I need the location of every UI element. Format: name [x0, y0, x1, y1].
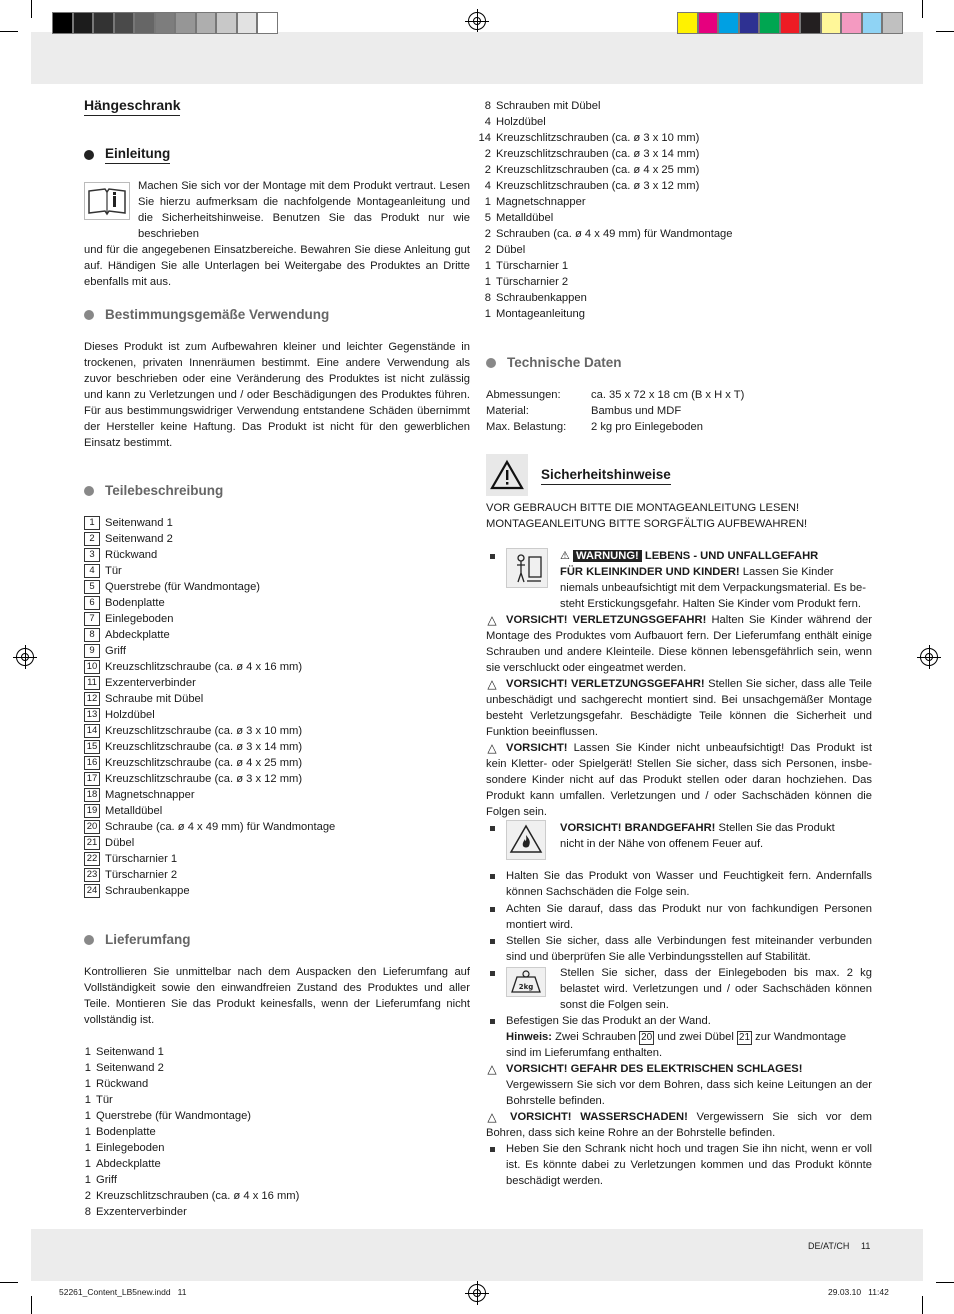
- grayscale-swatches: [52, 12, 278, 34]
- info-book-icon: [84, 182, 130, 220]
- part-item: [84, 739, 470, 755]
- part-label: Dübel: [105, 837, 135, 849]
- scope-item: [69, 1092, 455, 1108]
- part-item: [84, 883, 470, 899]
- scope-qty: 1: [84, 1046, 91, 1058]
- part-number-box: 20: [84, 820, 100, 834]
- square-bullet-icon: [486, 965, 498, 981]
- scope-qty: 1: [84, 1062, 91, 1074]
- safety-caps-2: MONTAGEANLEITUNG BITTE SORGFÄLTIG AUFBEWAHREN!: [486, 518, 808, 530]
- max-load-icon: [506, 967, 546, 997]
- scope-label: Rückwand: [96, 1078, 149, 1090]
- part-label: Metalldübel: [105, 805, 163, 817]
- part-item: [84, 803, 470, 819]
- part-number-box: 14: [84, 724, 100, 738]
- color-swatch: [93, 12, 114, 34]
- part-item: [84, 563, 470, 579]
- crop-mark: [922, 0, 923, 18]
- crop-mark: [936, 31, 954, 32]
- scope-item: [469, 146, 855, 162]
- scope-label: Bodenplatte: [96, 1126, 156, 1138]
- part-item: [84, 547, 470, 563]
- tech-value: 2 kg pro Einlegeboden: [591, 421, 703, 433]
- child-warning-icon: [506, 548, 548, 588]
- scope-item: [469, 274, 855, 290]
- square-bullet-icon: [486, 1013, 498, 1029]
- part-label: Schraube mit Dübel: [105, 693, 204, 705]
- bullet-connections: Stellen Sie sicher, dass alle Verbindungen fest miteinander verbunden sind und überprüfen Sie alle Verbindungsstellen auf Stabilität.: [506, 935, 872, 963]
- section-heading-use: Bestimmungsgemäße Verwendung: [84, 306, 470, 324]
- part-number-box: 23: [84, 868, 100, 882]
- scope-item: [469, 258, 855, 274]
- scope-label: Holzdübel: [496, 116, 546, 128]
- registration-mark-icon: [16, 648, 34, 666]
- color-swatch: [175, 12, 196, 34]
- part-number-box: 9: [84, 644, 100, 658]
- part-item: [84, 659, 470, 675]
- scope-list-cont: [469, 98, 855, 322]
- color-swatch: [759, 12, 780, 34]
- part-number-box: 8: [84, 628, 100, 642]
- part-number-box: 18: [84, 788, 100, 802]
- scope-item: [469, 98, 855, 114]
- intro-text: Machen Sie sich vor der Montage mit dem Produkt vertraut. Lesen Sie hierzu aufmerksam die nachfolgende Montageanleitung und die Sicherheitshinweise. Benutzen Sie das Produkt nur wie beschrieben: [138, 180, 470, 240]
- footer-page-number: 11: [861, 1241, 871, 1251]
- part-item: [84, 723, 470, 739]
- caution-triangle-icon: △: [487, 741, 497, 755]
- scope-label: Kreuzschlitzschrauben (ca. ø 3 x 14 mm): [496, 148, 700, 160]
- scope-label: Metalldübel: [496, 212, 554, 224]
- square-bullet-icon: [486, 1141, 498, 1157]
- part-item: [84, 867, 470, 883]
- tech-value: ca. 35 x 72 x 18 cm (B x H x T): [591, 389, 745, 401]
- bullet-icon: [486, 358, 496, 368]
- part-label: Einlegeboden: [105, 613, 174, 625]
- part-label: Kreuzschlitzschraube (ca. ø 3 x 14 mm): [105, 741, 303, 753]
- safety-caps-1: VOR GEBRAUCH BITTE DIE MONTAGEANLEITUNG LESEN!: [486, 502, 800, 514]
- warning-injury-2: VORSICHT! VERLETZUNGSGEFAHR! Stellen Sie sicher, dass alle Teile unbeschädigt und sachgerecht montiert sind. Bei unsachgemäßer Montage besteht Verletzungsgefahr. Beschädigte Teile können die Sicherheit und Funktion beeinflussen.: [486, 678, 872, 738]
- part-item: [84, 851, 470, 867]
- scope-label: Kreuzschlitzschrauben (ca. ø 4 x 16 mm): [96, 1190, 300, 1202]
- part-ref-box: 20: [641, 1032, 653, 1043]
- scope-label: Einlegeboden: [96, 1142, 165, 1154]
- fire-warning-icon: [506, 820, 546, 860]
- scope-item: [469, 306, 855, 322]
- part-label: Magnetschnapper: [105, 789, 195, 801]
- scope-item: [69, 1124, 455, 1140]
- scope-label: Griff: [96, 1174, 117, 1186]
- scope-qty: 2: [484, 164, 491, 176]
- warning-injury-1: VORSICHT! VERLETZUNGSGEFAHR! Halten Sie Kinder während der Montage des Produktes vom Aufbauort fern. Der Lieferumfang enthält einige Schrauben und andere Kleinteile. Diese können lebensgefährlich sein, wenn sie verschluckt oder eingeatmet werden.: [486, 614, 872, 674]
- scope-qty: 1: [84, 1078, 91, 1090]
- square-bullet-icon: [486, 933, 498, 949]
- square-bullet-icon: [486, 901, 498, 917]
- warning-water-damage: VORSICHT! WASSERSCHADEN! Vergewissern Sie sich vor dem Bohren, dass sich keine Rohre an der Bohrstelle befinden.: [486, 1111, 872, 1139]
- part-label: Holzdübel: [105, 709, 155, 721]
- warning-triangle-icon: ⚠: [560, 550, 570, 562]
- scope-qty: 1: [484, 196, 491, 208]
- scope-label: Kreuzschlitzschrauben (ca. ø 4 x 25 mm): [496, 164, 700, 176]
- color-swatch: [780, 12, 801, 34]
- scope-item: [69, 1076, 455, 1092]
- part-label: Seitenwand 1: [105, 517, 173, 529]
- part-item: [84, 771, 470, 787]
- part-item: [84, 515, 470, 531]
- color-swatch: [862, 12, 883, 34]
- scope-qty: 1: [84, 1158, 91, 1170]
- color-swatch: [257, 12, 278, 34]
- square-bullet-icon: [486, 548, 498, 564]
- scope-label: Türscharnier 1: [496, 260, 569, 272]
- part-item: [84, 579, 470, 595]
- bullet-icon: [84, 486, 94, 496]
- scope-qty: 1: [84, 1094, 91, 1106]
- caution-triangle-icon: △: [487, 677, 497, 691]
- color-swatches: [677, 12, 903, 34]
- bullet-icon: [84, 935, 94, 945]
- scope-label: Kreuzschlitzschrauben (ca. ø 3 x 10 mm): [496, 132, 700, 144]
- bullet-icon: [84, 310, 94, 320]
- part-number-box: 11: [84, 676, 100, 690]
- part-label: Tür: [105, 565, 122, 577]
- part-number-box: 17: [84, 772, 100, 786]
- scope-qty: 1: [484, 308, 491, 320]
- part-number-box: 1: [84, 516, 100, 530]
- parts-list: [84, 515, 470, 899]
- max-load-label: 2kg: [518, 983, 534, 991]
- scope-qty: 4: [484, 180, 491, 192]
- scope-list: [69, 1044, 455, 1220]
- part-item: [84, 691, 470, 707]
- registration-mark-icon: [468, 12, 486, 30]
- scope-qty: 2: [84, 1190, 91, 1202]
- color-swatch: [155, 12, 176, 34]
- part-item: [84, 531, 470, 547]
- scope-item: [469, 162, 855, 178]
- part-number-box: 15: [84, 740, 100, 754]
- scope-qty: 8: [84, 1206, 91, 1218]
- footer-lang: DE/AT/CH: [808, 1241, 850, 1251]
- footer-strip: [31, 1229, 923, 1281]
- scope-item: [69, 1060, 455, 1076]
- part-number-box: 21: [84, 836, 100, 850]
- tech-value: Bambus und MDF: [591, 405, 682, 417]
- section-heading-scope: Lieferumfang: [84, 931, 470, 949]
- right-column: 8 Schrauben mit Dübel 4 Holzdübel 14 Kreuzschlitzschrauben (ca. ø 3 x 10 mm) 2 Kreuzschlitzschrauben (ca. ø 3 x 14 mm) 2 Kreuzschlitzschrauben (ca. ø 4 x 25 mm) 4 Kreuzschlitzschrauben (ca. ø 3 x 12 mm) 1 Magnetschnapper 5 Metalldübel 2 Schrauben (ca. ø 4 x 49 mm) für Wandmontage 2 Dübel 1 Türscharnier 1 1 Türscharnier 2 8 Schraubenkappen 1 Montageanleitung Technische Daten Abmessungen: ca. 35 x 72 x 18 cm (B x H x T) Material: Bambus und MDF Max. Belastung: 2 kg pro Einlegeboden Sicherheitshinweise VOR GEBRAUCH BITTE DIE MONTAGEANLEITUNG LESEN! MONTAGEANLEITUNG BITTE SORGFÄLTIG AUFBEWAHREN! ⚠ WARNUNG! LEBENS - UND UNFALLGEFAHR FÜR KLEINKINDER UND KINDER! Lassen Sie Kinder niemals unbeaufsichtigt mit dem Verpackungsmaterial. Es be- steht Erstickungsgefahr. Halten Sie Kinder vom Produkt fern. △ VORSICHT! VERLETZUNGSGEFAHR! Halten Sie Kinder während der Montage des Produktes vom Aufbauort fern. Der Lieferumfang enthält einige Schrauben und andere Kleinteile. Diese können lebensgefährlich sein, wenn sie verschluckt oder eingeatmet werden. △ VORSICHT! VERLETZUNGSGEFAHR! Stellen Sie sicher, dass alle Teile unbeschädigt und sachgerecht montiert sind. Bei unsachgemäßer Montage besteht Verletzungsgefahr. Beschädigte Teile können die Sicherheit und Funktion beeinflussen. △ VORSICHT! Lassen Sie Kinder nicht unbeaufsichtigt! Das Produkt ist kein Kletter- oder Spielgerät! Stellen Sie sicher, dass sich Personen, insbe-sondere Kinder nicht auf das Produkt stellen oder daran hochziehen. Das Produkt kann umfallen. Verletzungen und / oder Sachschäden können die Folgen sein. VORSICHT! BRANDGEFAHR! Stellen Sie das Produkt nicht in der Nähe von offenem Feuer auf. Halten Sie das Produkt von Wasser und Feuchtigkeit fern. Andernfalls können Sachschäden die Folge sein. Achten Sie darauf, dass das Produkt nur von fachkundigen Personen montiert wird. Stellen Sie sicher, dass alle Verbindungen fest miteinander verbunden sind und überprüfen Sie alle Verbindungsstellen auf Stabilität. 2kg Stellen Sie sicher, dass der Einlegeboden bis max. 2 kg belastet wird. Verletzungen und / oder Sachschäden können sonst die Folgen sein. Befestigen Sie das Produkt an der Wand. Hinweis: Zwei Schrauben 20 und zwei Dübel 21 zur Wandmontage sind im Lieferumfang enthalten. △ VORSICHT! GEFAHR DES ELEKTRISCHEN SCHLAGES! Vergewissern Sie sich vor dem Bohren, dass sich keine Leitungen an der Bohrstelle befinden. △ VORSICHT! WASSERSCHADEN! Vergewissern Sie sich vor dem Bohren, dass sich keine Rohre an der Bohrstelle befinden. Heben Sie den Schrank nicht hoch und tragen Sie ihn nicht, wenn er voll ist. Es könnte dabei zu Verletzungen kommen und das Produkt könnte beschädigt werden.: [486, 96, 872, 1226]
- part-item: [84, 595, 470, 611]
- scope-label: Exzenterverbinder: [96, 1206, 187, 1218]
- part-number-box: 12: [84, 692, 100, 706]
- part-number-box: 13: [84, 708, 100, 722]
- part-label: Rückwand: [105, 549, 158, 561]
- scope-qty: 14: [478, 132, 491, 144]
- part-number-box: 22: [84, 852, 100, 866]
- scope-item: [469, 210, 855, 226]
- section-heading-safety: Sicherheitshinweise: [541, 466, 671, 485]
- scope-qty: 4: [484, 116, 491, 128]
- part-item: [84, 675, 470, 691]
- registration-mark-icon: [468, 1284, 486, 1302]
- part-item: [84, 835, 470, 851]
- color-swatch: [114, 12, 135, 34]
- header-strip: [31, 32, 923, 84]
- section-heading-intro: Einleitung: [84, 145, 470, 164]
- color-swatch: [698, 12, 719, 34]
- part-number-box: 16: [84, 756, 100, 770]
- part-label: Abdeckplatte: [105, 629, 170, 641]
- crop-mark: [31, 0, 32, 18]
- color-swatch: [739, 12, 760, 34]
- scope-label: Seitenwand 1: [96, 1046, 164, 1058]
- color-swatch: [196, 12, 217, 34]
- part-item: [84, 755, 470, 771]
- caution-triangle-icon: △: [487, 613, 497, 627]
- color-swatch: [718, 12, 739, 34]
- part-number-box: 2: [84, 532, 100, 546]
- square-bullet-icon: [486, 820, 498, 836]
- crop-mark: [31, 1296, 32, 1314]
- bullet-water: Halten Sie das Produkt von Wasser und Feuchtigkeit fern. Andernfalls können Sachschäden die Folge sein.: [506, 870, 872, 898]
- scope-text: Kontrollieren Sie unmittelbar nach dem Auspacken den Lieferumfang auf Vollständigkeit sowie den einwandfreien Zustand des Produktes und aller Teile. Montieren Sie das Produkt keinesfalls, wenn der Lieferumfang nicht vollständig ist.: [84, 966, 470, 1026]
- part-label: Kreuzschlitzschraube (ca. ø 4 x 25 mm): [105, 757, 303, 769]
- part-item: [84, 787, 470, 803]
- warning-badge: WARNUNG!: [573, 550, 642, 562]
- color-swatch: [134, 12, 155, 34]
- scope-label: Kreuzschlitzschrauben (ca. ø 3 x 12 mm): [496, 180, 700, 192]
- scope-qty: 1: [84, 1110, 91, 1122]
- bullet-experts: Achten Sie darauf, dass das Produkt nur von fachkundigen Personen montiert wird.: [506, 903, 872, 931]
- tech-key: Abmessungen:: [486, 389, 561, 401]
- part-item: [84, 819, 470, 835]
- scope-label: Querstrebe (für Wandmontage): [96, 1110, 252, 1122]
- scope-qty: 1: [84, 1142, 91, 1154]
- part-label: Schraubenkappe: [105, 885, 190, 897]
- color-swatch: [216, 12, 237, 34]
- scope-label: Tür: [96, 1094, 113, 1106]
- scope-qty: 8: [484, 292, 491, 304]
- color-swatch: [841, 12, 862, 34]
- scope-qty: 1: [84, 1174, 91, 1186]
- part-number-box: 5: [84, 580, 100, 594]
- color-swatch: [882, 12, 903, 34]
- part-item: [84, 627, 470, 643]
- color-swatch: [237, 12, 258, 34]
- scope-item: [469, 194, 855, 210]
- section-heading-parts: Teilebeschreibung: [84, 482, 470, 500]
- scope-qty: 2: [484, 148, 491, 160]
- tech-data-table: [486, 387, 872, 435]
- part-label: Schraube (ca. ø 4 x 49 mm) für Wandmontage: [105, 821, 336, 833]
- bullet-wall-mount: Befestigen Sie das Produkt an der Wand. Hinweis: Zwei Schrauben 20 und zwei Dübel 21 zur Wandmontage sind im Lieferumfang enthalten.: [506, 1015, 847, 1059]
- warning-triangle-icon: [486, 454, 528, 496]
- part-label: Griff: [105, 645, 126, 657]
- part-number-box: 10: [84, 660, 100, 674]
- part-item: [84, 643, 470, 659]
- section-heading-tech: Technische Daten: [486, 354, 872, 372]
- bullet-max-load: Stellen Sie sicher, dass der Einlegeboden bis max. 2 kg belastet wird. Verletzungen und / oder Sachschäden können sonst die Folgen sein.: [560, 967, 872, 1011]
- scope-qty: 2: [484, 228, 491, 240]
- part-number-box: 4: [84, 564, 100, 578]
- scope-qty: 1: [484, 260, 491, 272]
- scope-item: [69, 1172, 455, 1188]
- scope-label: Dübel: [496, 244, 526, 256]
- part-number-box: 6: [84, 596, 100, 610]
- crop-mark: [0, 1282, 18, 1283]
- page-title: Hängeschrank: [84, 96, 180, 116]
- part-label: Kreuzschlitzschraube (ca. ø 4 x 16 mm): [105, 661, 303, 673]
- part-label: Türscharnier 1: [105, 853, 178, 865]
- scope-item: [469, 178, 855, 194]
- crop-mark: [922, 1296, 923, 1314]
- part-label: Türscharnier 2: [105, 869, 178, 881]
- part-number-box: 3: [84, 548, 100, 562]
- scope-item: [469, 114, 855, 130]
- warning-electric: VORSICHT! GEFAHR DES ELEKTRISCHEN SCHLAGES! Vergewissern Sie sich vor dem Bohren, dass sich keine Leitungen an der Bohrstelle befinden.: [506, 1063, 872, 1107]
- part-number-box: 24: [84, 884, 100, 898]
- part-label: Bodenplatte: [105, 597, 165, 609]
- square-bullet-icon: [486, 868, 498, 884]
- bullet-icon: [84, 150, 94, 160]
- part-label: Seitenwand 2: [105, 533, 173, 545]
- scope-label: Schrauben (ca. ø 4 x 49 mm) für Wandmontage: [496, 228, 733, 240]
- scope-item: [69, 1156, 455, 1172]
- bullet-lifting: Heben Sie den Schrank nicht hoch und tragen Sie ihn nicht, wenn er voll ist. Es könnte dabei zu Verletzungen kommen und das Produkt könnte beschädigt werden.: [506, 1143, 872, 1187]
- caution-triangle-icon: △: [487, 1110, 497, 1124]
- scope-item: [69, 1204, 455, 1220]
- scope-label: Magnetschnapper: [496, 196, 586, 208]
- part-ref-box: 21: [738, 1032, 751, 1043]
- caution-triangle-icon: △: [487, 1062, 497, 1076]
- color-swatch: [73, 12, 94, 34]
- color-swatch: [800, 12, 821, 34]
- scope-item: [69, 1140, 455, 1156]
- part-number-box: 7: [84, 612, 100, 626]
- registration-mark-icon: [920, 648, 938, 666]
- color-swatch: [677, 12, 698, 34]
- scope-item: [69, 1044, 455, 1060]
- part-label: Kreuzschlitzschraube (ca. ø 3 x 10 mm): [105, 725, 303, 737]
- tech-key: Max. Belastung:: [486, 421, 567, 433]
- footer-date: 29.03.10 11:42: [828, 1287, 889, 1297]
- scope-qty: 1: [484, 276, 491, 288]
- scope-label: Schrauben mit Dübel: [496, 100, 601, 112]
- scope-label: Schraubenkappen: [496, 292, 587, 304]
- scope-label: Türscharnier 2: [496, 276, 569, 288]
- scope-item: [469, 226, 855, 242]
- part-label: Exzenterverbinder: [105, 677, 196, 689]
- warning-children: VORSICHT! Lassen Sie Kinder nicht unbeaufsichtigt! Das Produkt ist kein Kletter- oder Spielgerät! Stellen Sie sicher, dass sich Personen, insbe-sondere Kinder nicht auf das Produkt stellen oder daran hochziehen. Das Produkt kann umfallen. Verletzungen und / oder Sachschäden können die Folgen sein.: [486, 742, 872, 818]
- scope-qty: 5: [484, 212, 491, 224]
- part-item: [84, 611, 470, 627]
- scope-item: [69, 1188, 455, 1204]
- use-text: Dieses Produkt ist zum Aufbewahren kleiner und leichter Gegenstände in trockenen, privaten Innenräumen bestimmt. Eine andere Verwendung als zuvor beschrieben oder eine Veränderung des Produktes ist nicht zulässig und kann zu Verletzungen und / oder Beschädigungen des Produktes führen. Für aus bestimmungswidriger Verwendung entstandene Schäden übernimmt der Hersteller keine Haftung. Das Produkt ist nicht für den gewerblichen Einsatz bestimmt.: [84, 341, 470, 449]
- crop-mark: [936, 1282, 954, 1283]
- tech-key: Material:: [486, 405, 529, 417]
- scope-label: Seitenwand 2: [96, 1062, 164, 1074]
- part-label: Kreuzschlitzschraube (ca. ø 3 x 12 mm): [105, 773, 303, 785]
- color-swatch: [52, 12, 73, 34]
- scope-item: [469, 130, 855, 146]
- part-item: [84, 707, 470, 723]
- scope-label: Montageanleitung: [496, 308, 585, 320]
- crop-mark: [0, 31, 18, 32]
- scope-item: [69, 1108, 455, 1124]
- part-label: Querstrebe (für Wandmontage): [105, 581, 261, 593]
- color-swatch: [821, 12, 842, 34]
- scope-item: [469, 290, 855, 306]
- scope-qty: 2: [484, 244, 491, 256]
- scope-label: Abdeckplatte: [96, 1158, 161, 1170]
- scope-item: [469, 242, 855, 258]
- left-column: [84, 96, 470, 1226]
- part-number-box: 19: [84, 804, 100, 818]
- intro-text-cont: und für die angegebenen Einsatzbereiche. Bewahren Sie diese Anleitung gut auf. Händigen Sie alle Unterlagen bei Weitergabe des Produktes an Dritte ebenfalls mit aus.: [84, 244, 470, 288]
- scope-qty: 1: [84, 1126, 91, 1138]
- scope-qty: 8: [484, 100, 491, 112]
- footer-filename: 52261_Content_LB5new.indd 11: [59, 1287, 187, 1297]
